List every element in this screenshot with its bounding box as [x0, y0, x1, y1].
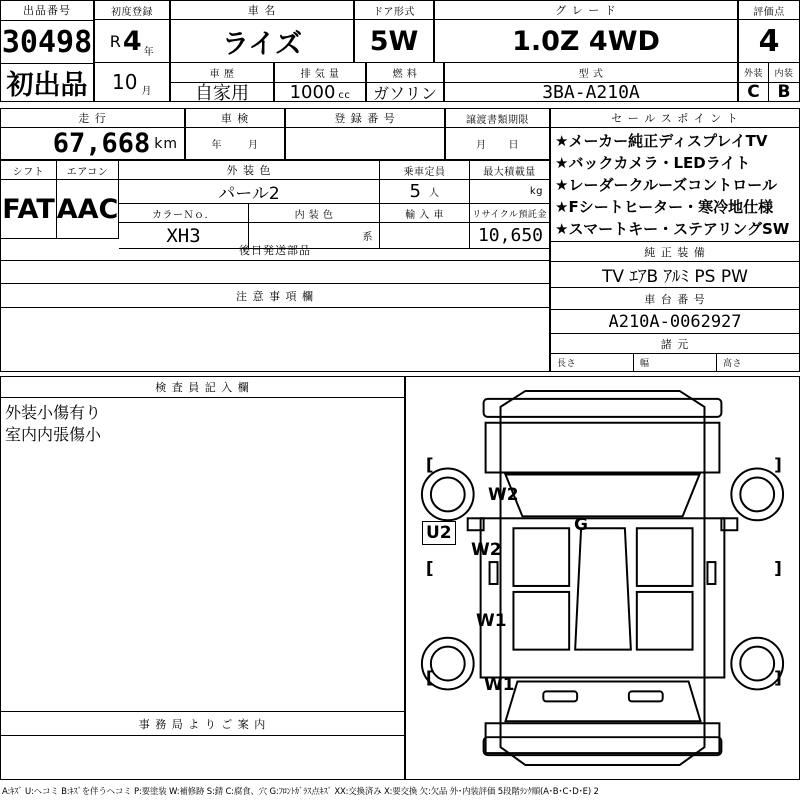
mileage-label: 走 行 — [0, 108, 185, 128]
displacement-value: 1000 cc — [274, 83, 366, 102]
svg-text:]: ] — [774, 558, 782, 579]
inspector-label: 検 査 員 記 入 欄 — [0, 376, 405, 398]
damage-mark: G — [574, 515, 588, 535]
mileage-value: 67,668 km — [0, 128, 185, 160]
exterior-color-value: パール2 — [119, 180, 380, 204]
exterior-grade-label: 外装 — [738, 63, 769, 83]
score-label: 評価点 — [738, 0, 800, 20]
fuel-value: ガソリン — [366, 83, 444, 102]
score-value: 4 — [738, 20, 800, 63]
first-issue-badge: 初出品 — [0, 63, 94, 101]
damage-mark: W2 — [471, 540, 502, 560]
damage-mark: W1 — [484, 675, 515, 695]
grade-label: グ レ ー ド — [434, 0, 738, 20]
chassis-number-label: 車 台 番 号 — [550, 288, 800, 310]
svg-text:[: [ — [425, 667, 434, 688]
shaken-label: 車 検 — [185, 108, 285, 128]
inspector-note-line: 外装小傷有り — [5, 403, 102, 422]
sales-point-item: ★レーダークルーズコントロール — [555, 176, 777, 194]
seats-label: 乗車定員 — [380, 160, 470, 180]
genuine-equipment-label: 純 正 装 備 — [550, 242, 800, 262]
car-diagram-svg — [406, 377, 799, 779]
recycle-fee-value: 10,650 — [470, 223, 550, 249]
sales-point-item: ★メーカー純正ディスプレイTV — [555, 132, 768, 150]
fuel-label: 燃 料 — [366, 63, 444, 83]
max-load-value: kg — [470, 180, 550, 204]
dimension-width: 幅 — [634, 354, 717, 372]
dimension-length: 長さ — [550, 354, 634, 372]
registration-month: 10 月 — [94, 63, 170, 102]
model-code-label: 型 式 — [444, 63, 738, 83]
car-name-value: ライズ — [170, 20, 354, 63]
damage-mark: W1 — [476, 611, 507, 631]
plate-number-label: 登 録 番 号 — [285, 108, 445, 128]
interior-grade-value: B — [769, 83, 800, 102]
svg-text:[: [ — [425, 454, 434, 475]
svg-text:[: [ — [425, 558, 434, 579]
grade-value: 1.0Z 4WD — [434, 20, 738, 63]
seats-value: 5 人 — [380, 180, 470, 204]
door-type-value: 5W — [354, 20, 434, 63]
history-value: 自家用 — [170, 83, 274, 102]
svg-text:]: ] — [774, 667, 782, 688]
history-label: 車 歴 — [170, 63, 274, 83]
sales-point-item: ★スマートキー・ステアリングSW — [555, 220, 790, 238]
legend-footer: A:ｷｽﾞ U:ヘコミ B:ｷｽﾞを伴うヘコミ P:要塗装 W:補修跡 S:錆 C:腐食、穴 G:ﾌﾛﾝﾄｶﾞﾗｽ点ｷｽﾞ XX:交換済み X:要交換 欠:欠品 外･内装評価 5段階ﾗﾝｸ順(A･B･C･D･E) 2 — [2, 787, 599, 797]
sales-point-label: セ ー ル ス ポ イ ン ト — [550, 108, 800, 128]
lot-number-label: 出品番号 — [0, 1, 94, 21]
exterior-color-label: 外 装 色 — [119, 160, 380, 180]
import-label: 輸 入 車 — [380, 204, 470, 223]
inspector-notes-area — [0, 398, 405, 712]
genuine-equipment-value: TV ｴｱB ｱﾙﾐ PS PW — [550, 262, 800, 288]
svg-text:]: ] — [774, 454, 782, 475]
shaken-value: 年 月 — [185, 128, 285, 160]
recycle-fee-label: リサイクル預託金 — [470, 204, 550, 223]
color-no-value: XH3 — [119, 223, 249, 249]
lot-number-value: 30498 — [1, 24, 93, 60]
later-parts-label: 後日発送部品 — [0, 239, 550, 261]
transfer-deadline-value: 月 日 — [445, 128, 550, 160]
interior-color-value: 系 — [249, 223, 380, 249]
notes-label: 注 意 事 項 欄 — [0, 284, 550, 308]
displacement-label: 排 気 量 — [274, 63, 366, 83]
color-no-label: カラーＮｏ． — [119, 204, 249, 223]
notes-area — [0, 308, 550, 372]
office-notice-label: 事 務 局 よ り ご 案 内 — [0, 712, 405, 736]
aircon-label: エアコン — [57, 160, 119, 180]
registration-label: 初度登録 — [94, 0, 170, 20]
shift-value: FAT — [0, 180, 57, 239]
sales-point-item: ★Fシートヒーター・寒冷地仕様 — [555, 198, 774, 216]
chassis-number-value: A210A-0062927 — [550, 310, 800, 334]
interior-color-label: 内 装 色 — [249, 204, 380, 223]
shift-label: シフト — [0, 160, 57, 180]
sales-point-item: ★バックカメラ・LEDライト — [555, 154, 751, 172]
inspector-note-line: 室内内張傷小 — [5, 425, 102, 444]
office-notice-area — [0, 736, 405, 780]
dimension-height: 高さ — [717, 354, 800, 372]
max-load-label: 最大積載量 — [470, 160, 550, 180]
car-diagram — [405, 376, 800, 780]
damage-mark-boxed: U2 — [422, 521, 456, 545]
damage-mark: W2 — [488, 485, 519, 505]
model-code-value: 3BA-A210A — [444, 83, 738, 102]
door-type-label: ドア形式 — [354, 0, 434, 20]
exterior-grade-value: C — [738, 83, 769, 102]
sales-point-list — [550, 128, 800, 242]
aircon-value: AAC — [57, 180, 119, 239]
lot-number-cell — [0, 0, 94, 102]
interior-grade-label: 内装 — [769, 63, 800, 83]
dimensions-label: 諸 元 — [550, 334, 800, 354]
car-name-label: 車 名 — [170, 0, 354, 20]
registration-year: R 4 年 — [94, 20, 170, 63]
transfer-deadline-label: 譲渡書類期限 — [445, 108, 550, 128]
plate-number-value — [285, 128, 445, 160]
later-parts-value — [0, 261, 550, 284]
